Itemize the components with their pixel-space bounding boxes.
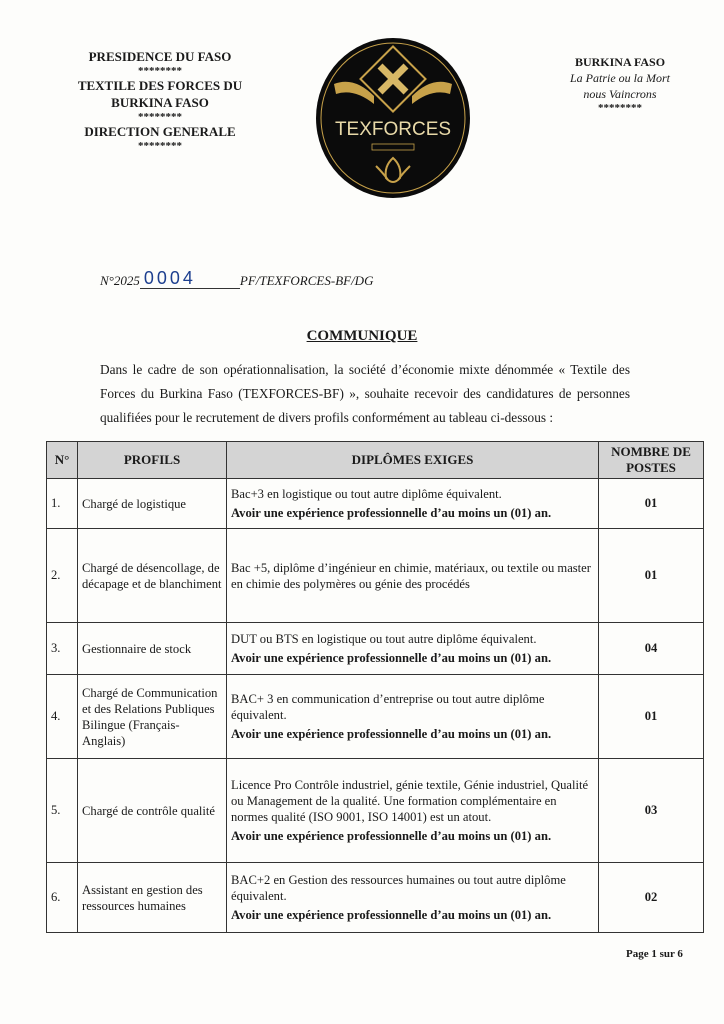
reference-number	[100, 268, 373, 289]
row-diploma: DUT ou BTS en logistique ou tout autre diplôme équivalent.	[231, 632, 537, 646]
header-diplomas: DIPLÔMES EXIGES	[227, 442, 599, 479]
row-requirement: Avoir une expérience professionnelle d’au moins un (01) an.	[231, 506, 552, 520]
header-line-textile: TEXTILE DES FORCES DU BURKINA FASO	[77, 78, 243, 110]
row-profile: Chargé de désencollage, de décapage et de blanchiment	[78, 529, 227, 623]
header-count: NOMBRE DE POSTES	[599, 442, 704, 479]
header-line-direction: DIRECTION GENERALE	[84, 124, 236, 139]
row-profile: Chargé de logistique	[78, 479, 227, 529]
row-profile: Gestionnaire de stock	[78, 623, 227, 675]
row-diploma-cell	[227, 863, 599, 933]
page-number: Page 1 sur 6	[626, 948, 683, 960]
row-number: 4.	[47, 675, 78, 759]
row-diploma-cell	[227, 479, 599, 529]
row-requirement: Avoir une expérience professionnelle d’au moins un (01) an.	[231, 727, 552, 741]
header-country: BURKINA FASO	[574, 55, 666, 69]
header-left	[60, 48, 260, 152]
row-number: 5.	[47, 759, 78, 863]
header-stars: ********	[138, 140, 182, 152]
row-requirement: Avoir une expérience professionnelle d’au moins un (01) an.	[231, 829, 552, 843]
logo-text: TEXFORCES	[334, 119, 452, 140]
row-requirement: Avoir une expérience professionnelle d’au moins un (01) an.	[231, 651, 552, 665]
row-number: 3.	[47, 623, 78, 675]
texforces-logo	[314, 36, 472, 200]
table-row	[47, 623, 704, 675]
row-diploma: Bac +5, diplôme d’ingénieur en chimie, matériaux, ou textile ou master en chimie des polymères ou génie des procédés	[231, 560, 591, 591]
table-row	[47, 529, 704, 623]
header-motto-line2: nous Vaincrons	[583, 87, 657, 101]
header-profiles: PROFILS	[78, 442, 227, 479]
row-number: 2.	[47, 529, 78, 623]
row-diploma-cell	[227, 529, 599, 623]
header-right	[555, 54, 685, 114]
row-count: 02	[599, 863, 704, 933]
row-profile: Assistant en gestion des ressources humaines	[78, 863, 227, 933]
reference-prefix: N°2025	[100, 273, 140, 288]
row-profile: Chargé de Communication et des Relations Publiques Bilingue (Français-Anglais)	[78, 675, 227, 759]
row-count: 01	[599, 675, 704, 759]
header-motto-line1: La Patrie ou la Mort	[569, 71, 670, 85]
header-stars: ********	[138, 111, 182, 123]
intro-paragraph: Dans le cadre de son opérationnalisation, la société d’économie mixte dénommée « Textile des Forces du Burkina Faso (TEXFORCES-BF) », souhaite recevoir des candidatures de personnes qualifiées pour le recrutement de divers profils conformément au tableau ci-dessous :	[100, 362, 630, 425]
table-row	[47, 675, 704, 759]
header-stars: ********	[138, 65, 182, 77]
row-number: 6.	[47, 863, 78, 933]
header-num: N°	[47, 442, 78, 479]
row-count: 04	[599, 623, 704, 675]
row-number: 1.	[47, 479, 78, 529]
header-stars: ********	[598, 102, 642, 114]
header-line-presidence: PRESIDENCE DU FASO	[88, 49, 232, 64]
table-row	[47, 479, 704, 529]
row-diploma: Bac+3 en logistique ou tout autre diplôme équivalent.	[231, 487, 502, 501]
recruitment-table	[46, 441, 704, 933]
row-diploma: Licence Pro Contrôle industriel, génie textile, Génie industriel, Qualité ou Management de la qualité. Une formation complémentaire en normes qualité (ISO 9001, ISO 14001) est un atout.	[231, 778, 589, 824]
table-row	[47, 863, 704, 933]
row-count: 01	[599, 529, 704, 623]
table-header-row	[47, 442, 704, 479]
row-count: 03	[599, 759, 704, 863]
row-diploma: BAC+ 3 en communication d’entreprise ou tout autre diplôme équivalent.	[231, 692, 545, 722]
row-diploma-cell	[227, 623, 599, 675]
row-diploma: BAC+2 en Gestion des ressources humaines ou tout autre diplôme équivalent.	[231, 873, 566, 903]
row-count: 01	[599, 479, 704, 529]
reference-suffix: PF/TEXFORCES-BF/DG	[239, 273, 374, 288]
row-diploma-cell	[227, 759, 599, 863]
reference-blank	[220, 268, 240, 289]
document-title: COMMUNIQUE	[306, 328, 418, 344]
reference-handwritten-number: 0004	[140, 268, 220, 289]
row-requirement: Avoir une expérience professionnelle d’au moins un (01) an.	[231, 908, 552, 922]
table-row	[47, 759, 704, 863]
row-diploma-cell	[227, 675, 599, 759]
row-profile: Chargé de contrôle qualité	[78, 759, 227, 863]
